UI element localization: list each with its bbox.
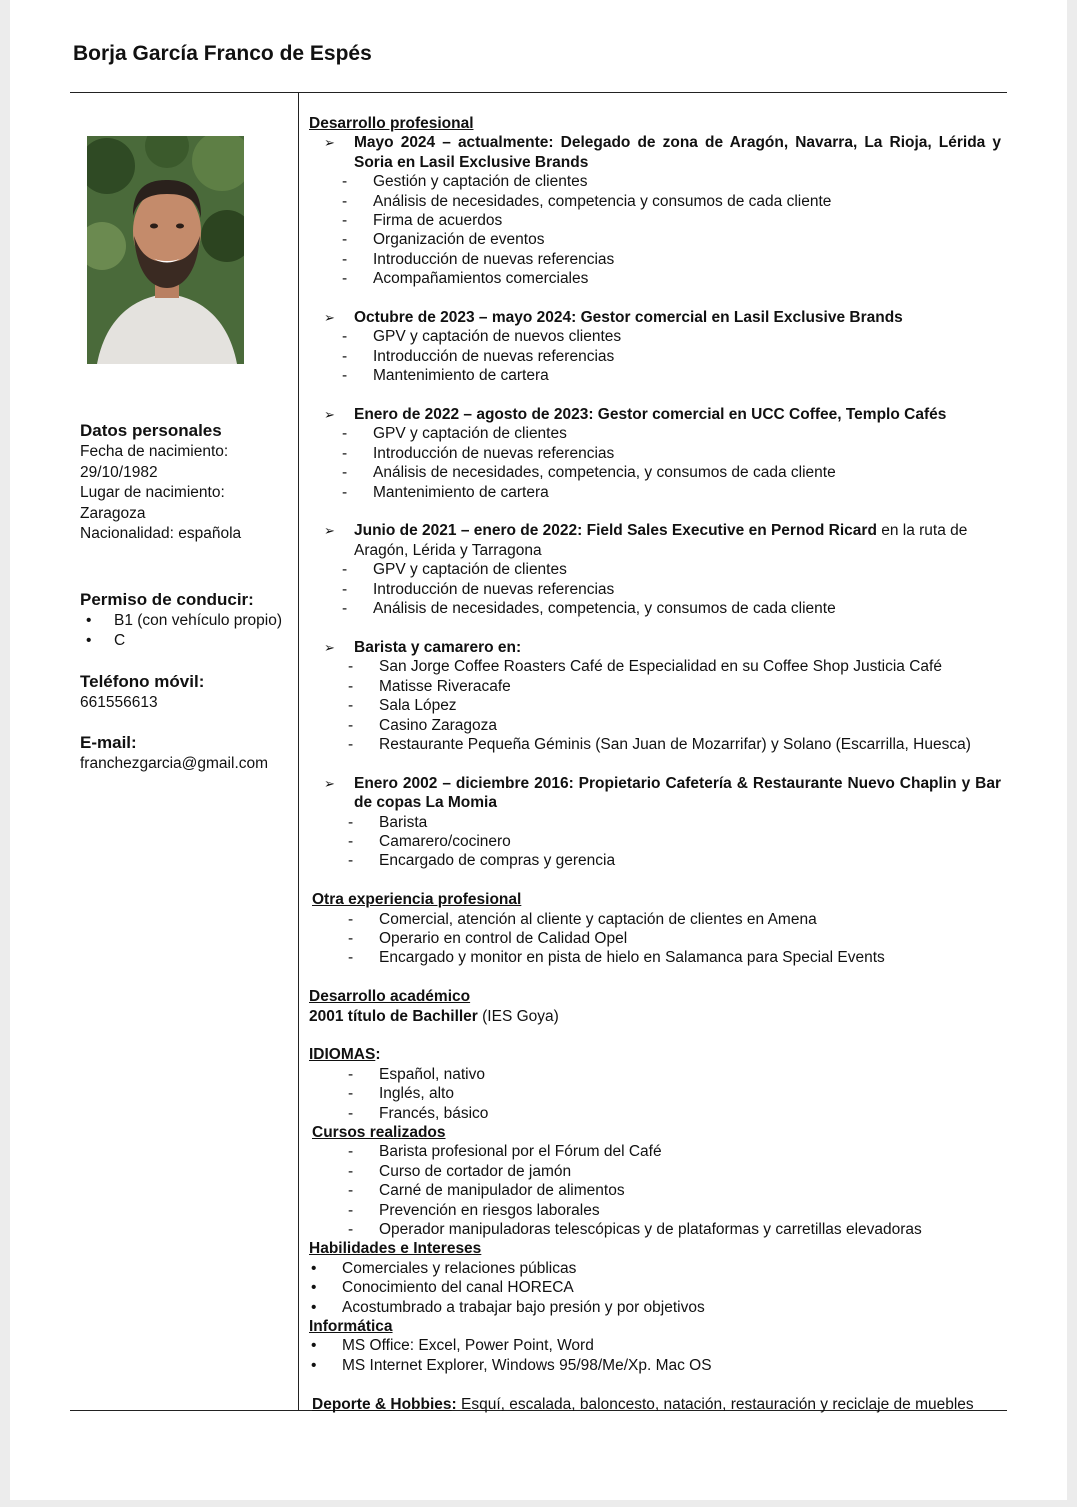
job-task: - Acompañamientos comerciales bbox=[309, 269, 1001, 288]
list-item: • Conocimiento del canal HORECA bbox=[309, 1278, 1001, 1297]
job-task: - Análisis de necesidades, competencia y consumos de cada cliente bbox=[309, 192, 1001, 211]
list-item: • Acostumbrado a trabajar bajo presión y por objetivos bbox=[309, 1298, 1001, 1317]
phone-heading: Teléfono móvil: bbox=[80, 671, 205, 691]
list-item: - Francés, básico bbox=[309, 1104, 1001, 1123]
list-item: - Operador manipuladoras telescópicas y de plataformas y carretillas elevadoras bbox=[309, 1220, 1001, 1239]
job-task: - Firma de acuerdos bbox=[309, 211, 1001, 230]
job-task: - Introducción de nuevas referencias bbox=[309, 580, 1001, 599]
job-task: - Gestión y captación de clientes bbox=[309, 172, 1001, 191]
birth-place-label: Lugar de nacimiento: bbox=[80, 484, 225, 501]
job-task: - Camarero/cocinero bbox=[309, 832, 1001, 851]
section-heading-academico: Desarrollo académico bbox=[309, 988, 471, 1006]
main-content bbox=[309, 114, 1001, 1414]
list-item: - Carné de manipulador de alimentos bbox=[309, 1181, 1001, 1200]
job-title: ➢ Junio de 2021 – enero de 2022: Field Sales Executive en Pernod Ricard en la ruta de Aragón, Lérida y Tarragona bbox=[324, 522, 968, 559]
email-value: franchezgarcia@gmail.com bbox=[80, 755, 269, 772]
job-task: - GPV y captación de clientes bbox=[309, 424, 1001, 443]
profile-photo-graphic bbox=[87, 136, 244, 364]
job-task: - Mantenimiento de cartera bbox=[309, 366, 1001, 385]
list-item: - Prevención en riesgos laborales bbox=[309, 1201, 1001, 1220]
list-item: • MS Office: Excel, Power Point, Word bbox=[309, 1336, 1001, 1355]
arrow-bullet-icon: ➢ bbox=[324, 407, 335, 423]
list-item: - Español, nativo bbox=[309, 1065, 1001, 1084]
job-task: - Análisis de necesidades, competencia, y consumos de cada cliente bbox=[309, 463, 1001, 482]
birth-date-value: 29/10/1982 bbox=[80, 463, 158, 481]
job-task: - San Jorge Coffee Roasters Café de Especialidad en su Coffee Shop Justicia Café bbox=[309, 657, 1001, 676]
job-task: - Introducción de nuevas referencias bbox=[309, 347, 1001, 366]
job-task: - GPV y captación de clientes bbox=[309, 560, 1001, 579]
section-heading-idiomas: IDIOMAS: bbox=[309, 1046, 381, 1064]
section-heading-desarrollo-profesional: Desarrollo profesional bbox=[309, 115, 474, 132]
job-title: ➢ Enero 2002 – diciembre 2016: Propietario Cafetería & Restaurante Nuevo Chaplin y Bar de copas La Momia bbox=[324, 774, 1001, 812]
arrow-bullet-icon: ➢ bbox=[324, 775, 335, 791]
list-item: - Barista profesional por el Fórum del Café bbox=[309, 1142, 1001, 1161]
job-title: ➢ Mayo 2024 – actualmente: Delegado de zona de Aragón, Navarra, La Rioja, Lérida y Soria en Lasil Exclusive Brands bbox=[324, 134, 1001, 171]
sidebar bbox=[80, 420, 295, 794]
list-item: - Curso de cortador de jamón bbox=[309, 1162, 1001, 1181]
job-task: - Organización de eventos bbox=[309, 230, 1001, 249]
academic-entry: 2001 título de Bachiller (IES Goya) bbox=[309, 1007, 559, 1025]
job-title: ➢ Enero de 2022 – agosto de 2023: Gestor comercial en UCC Coffee, Templo Cafés bbox=[324, 406, 947, 424]
job-task: - Encargado de compras y gerencia bbox=[309, 851, 1001, 870]
phone-value: 661556613 bbox=[80, 693, 158, 711]
job-task: - GPV y captación de nuevos clientes bbox=[309, 327, 1001, 346]
candidate-name: Borja García Franco de Espés bbox=[73, 42, 372, 65]
arrow-bullet-icon: ➢ bbox=[324, 310, 335, 326]
arrow-bullet-icon: ➢ bbox=[324, 135, 335, 151]
job-task: - Sala López bbox=[309, 696, 1001, 715]
arrow-bullet-icon: ➢ bbox=[324, 639, 335, 655]
section-heading-otra-experiencia: Otra experiencia profesional bbox=[312, 891, 522, 909]
list-item: - Comercial, atención al cliente y captación de clientes en Amena bbox=[309, 910, 1001, 929]
job-task: - Matisse Riveracafe bbox=[309, 677, 1001, 696]
license-heading: Permiso de conducir: bbox=[80, 589, 254, 609]
job-task: - Mantenimiento de cartera bbox=[309, 483, 1001, 502]
personal-data-heading: Datos personales bbox=[80, 421, 222, 440]
section-heading-habilidades: Habilidades e Intereses bbox=[309, 1240, 482, 1258]
top-rule bbox=[70, 92, 1007, 93]
license-item: • B1 (con vehículo propio) bbox=[80, 611, 295, 632]
job-title: ➢ Octubre de 2023 – mayo 2024: Gestor comercial en Lasil Exclusive Brands bbox=[324, 309, 903, 327]
personal-data-block bbox=[80, 420, 295, 545]
list-item: • MS Internet Explorer, Windows 95/98/Me/Xp. Mac OS bbox=[309, 1356, 1001, 1375]
job-title: ➢ Barista y camarero en: bbox=[324, 638, 522, 656]
license-item: • C bbox=[80, 631, 295, 652]
email-block bbox=[80, 732, 295, 775]
cv-page bbox=[10, 0, 1067, 1500]
phone-block bbox=[80, 671, 295, 714]
email-heading: E-mail: bbox=[80, 733, 137, 752]
job-task: - Restaurante Pequeña Géminis (San Juan de Mozarrifar) y Solano (Escarrilla, Huesca) bbox=[309, 735, 1001, 754]
job-task: - Introducción de nuevas referencias bbox=[309, 444, 1001, 463]
nationality: Nacionalidad: española bbox=[80, 525, 242, 542]
profile-photo bbox=[87, 136, 244, 364]
section-heading-cursos: Cursos realizados bbox=[312, 1124, 446, 1141]
list-item: - Encargado y monitor en pista de hielo en Salamanca para Special Events bbox=[309, 948, 1001, 967]
section-heading-informatica: Informática bbox=[309, 1318, 393, 1336]
list-item: - Operario en control de Calidad Opel bbox=[309, 929, 1001, 948]
hobbies-line: Deporte & Hobbies: Esquí, escalada, baloncesto, natación, restauración y reciclaje de muebles bbox=[312, 1395, 974, 1413]
job-task: - Introducción de nuevas referencias bbox=[309, 250, 1001, 269]
column-divider bbox=[298, 92, 299, 1410]
birth-date-label: Fecha de nacimiento: bbox=[80, 443, 229, 460]
license-block bbox=[80, 589, 295, 652]
list-item: • Comerciales y relaciones públicas bbox=[309, 1259, 1001, 1278]
job-task: - Análisis de necesidades, competencia, y consumos de cada cliente bbox=[309, 599, 1001, 618]
birth-place-value: Zaragoza bbox=[80, 504, 146, 522]
list-item: - Inglés, alto bbox=[309, 1084, 1001, 1103]
arrow-bullet-icon: ➢ bbox=[324, 523, 335, 539]
job-task: - Casino Zaragoza bbox=[309, 716, 1001, 735]
job-task: - Barista bbox=[309, 813, 1001, 832]
